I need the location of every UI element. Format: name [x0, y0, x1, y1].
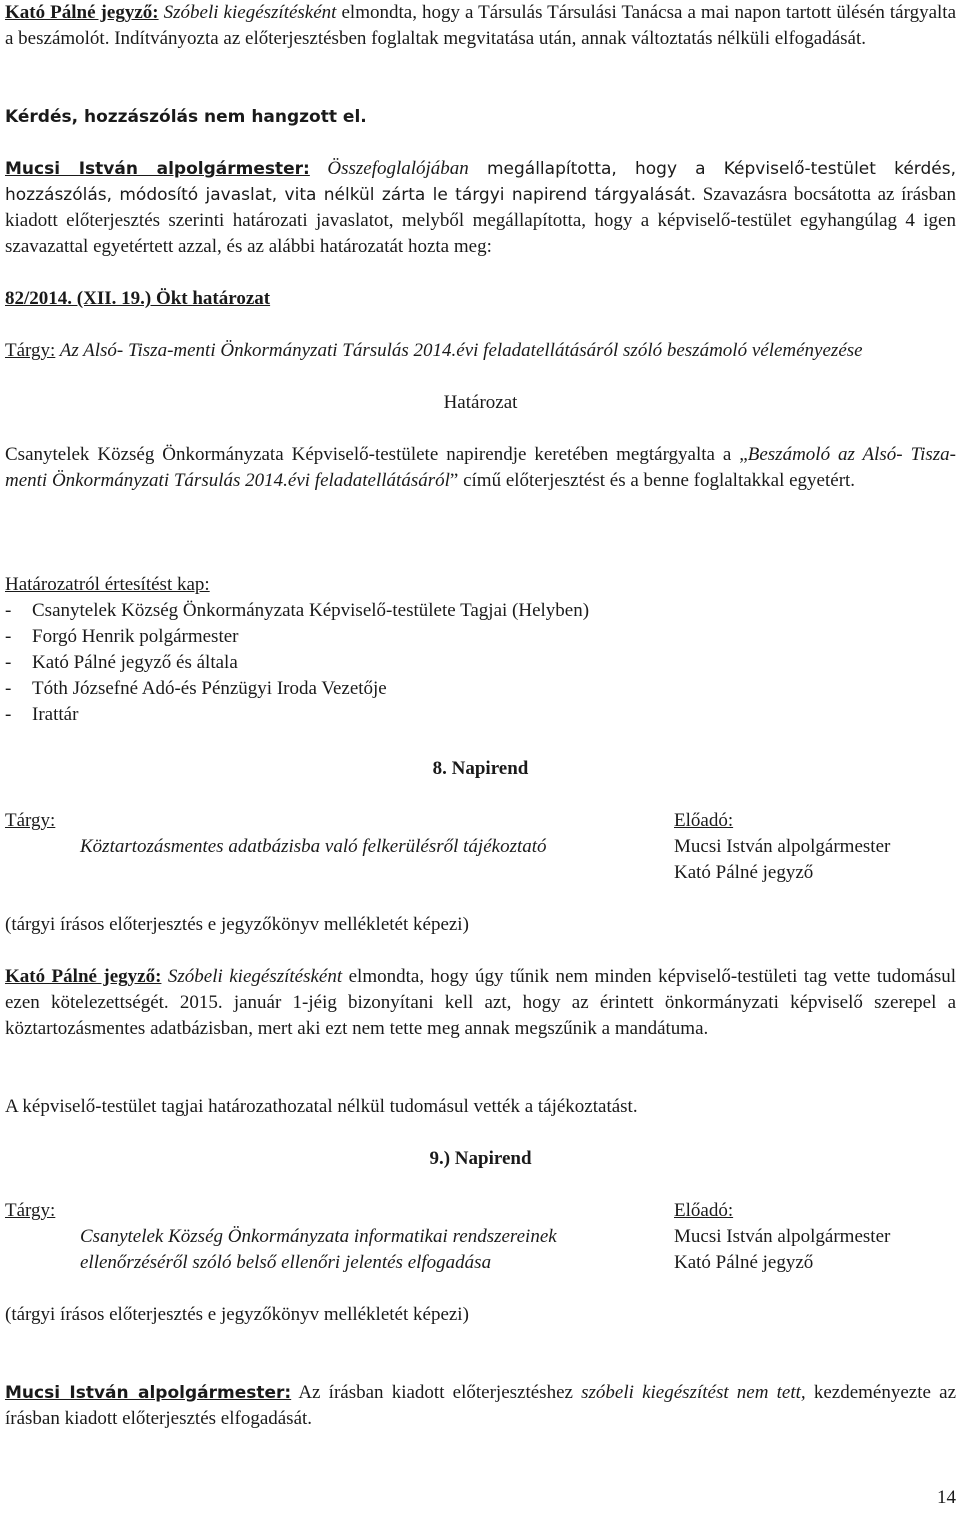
- agenda-9-header: [5, 1198, 956, 1278]
- italic-lead: Szóbeli kiegészítésként: [167, 966, 343, 987]
- paragraph-deputy-mayor-proposal: [5, 1380, 956, 1432]
- presenter-label: Előadó:: [674, 810, 734, 831]
- resolution-body: [5, 442, 956, 494]
- resolution-heading: [5, 390, 956, 416]
- agenda-9-heading-text: 9.) Napirend: [429, 1148, 532, 1169]
- acknowledgement-text: A képviselő-testület tagjai határozathozatal nélkül tudomásul vették a tájékoztatást.: [5, 1096, 638, 1117]
- speaker-label: Mucsi István alpolgármester:: [5, 1383, 292, 1403]
- attachment-note: (tárgyi írásos előterjesztés e jegyzőkönyv mellékletét képezi): [5, 914, 469, 935]
- agenda-8-header: [5, 808, 956, 888]
- agenda-9-heading: [5, 1146, 956, 1172]
- subject-label: Tárgy:: [5, 1200, 56, 1221]
- paragraph-clerk-statement: [5, 0, 956, 52]
- presenter-name: Kató Pálné jegyző: [674, 862, 814, 883]
- subject-text-line: ellenőrzéséről szóló belső ellenőri jelentés elfogadása: [80, 1252, 492, 1273]
- resolution-post: ” című előterjesztést és a benne foglaltakkal egyetért.: [449, 470, 856, 491]
- subject-label: Tárgy:: [5, 810, 56, 831]
- resolution-number: [5, 286, 956, 312]
- speaker-label: Kató Pálné jegyző:: [5, 966, 162, 987]
- paragraph-deputy-mayor-summary: [5, 156, 956, 260]
- list-item: - Irattár: [5, 702, 956, 728]
- attachment-note: (tárgyi írásos előterjesztés e jegyzőkönyv mellékletét képezi): [5, 1304, 469, 1325]
- notify-label: Határozatról értesítést kap:: [5, 574, 210, 595]
- presenter-name: Kató Pálné jegyző: [674, 1252, 814, 1273]
- subject-text-line: Csanytelek Község Önkormányzata informatikai rendszereinek: [80, 1226, 557, 1247]
- list-item: - Kató Pálné jegyző és általa: [5, 650, 956, 676]
- paragraph-text: elmondta, hogy a Társulás Társulási Tanácsa a mai napon tartott ülésén tárgyalta a beszámolót. Indítványozta az előterjesztésben foglaltak megvitatása után, annak változtatás nélküli elfogadását.: [5, 2, 957, 49]
- paragraph-text: elmondta, hogy úgy tűnik nem minden képviselő-testületi tag vette tudomásul ezen kötelezettségét. 2015. január 1-jéig bizonyítani kell azt, hogy az érintett önkormányzati képviselő szerepel a köztartozásmentes adatbázisban, mert aki ezt nem tette meg annak megszűnik a mandátuma.: [5, 966, 957, 1039]
- list-item: - Forgó Henrik polgármester: [5, 624, 956, 650]
- agenda-8-heading: [5, 756, 956, 782]
- no-comment-text: Kérdés, hozzászólás nem hangzott el.: [5, 107, 367, 127]
- presenter-name: Mucsi István alpolgármester: [674, 836, 891, 857]
- speaker-label: Mucsi István alpolgármester:: [5, 159, 310, 179]
- presenter-label: Előadó:: [674, 1200, 734, 1221]
- italic-lead: Szóbeli kiegészítésként: [163, 2, 337, 23]
- italic-text: szóbeli kiegészítést nem tett,: [581, 1382, 806, 1403]
- agenda-8-heading-text: 8. Napirend: [432, 758, 529, 779]
- presenter-name: Mucsi István alpolgármester: [674, 1226, 891, 1247]
- subject-text: Köztartozásmentes adatbázisba való felkerülésről tájékoztató: [80, 836, 547, 857]
- resolution-pre: Csanytelek Község Önkormányzata Képviselő-testülete napirendje keretében megtárgyalta a „: [5, 444, 748, 465]
- agenda-9-attachment: [5, 1302, 956, 1328]
- speaker-label: Kató Pálné jegyző:: [5, 2, 159, 23]
- notify-section: [5, 572, 956, 728]
- resolution-italic: Beszámoló az Alsó- Tisza-menti Önkormányzati Társulás 2014.évi feladatellátásáról: [5, 444, 956, 491]
- subject-label: Tárgy:: [5, 340, 56, 361]
- paragraph-clerk-statement-2: [5, 964, 956, 1042]
- paragraph-text-sans: megállapította, hogy a Képviselő-testület kérdés, hozzászólás, módosító javaslat, vita nélkül zárta le tárgyi napirend tárgyalását.: [5, 159, 956, 205]
- agenda-8-attachment: [5, 912, 956, 938]
- paragraph-text: kezdeményezte az írásban kiadott előterjesztés elfogadását.: [5, 1382, 956, 1429]
- notify-list: [5, 598, 956, 728]
- italic-lead: Összefoglalójában: [327, 158, 469, 179]
- list-item: - Csanytelek Község Önkormányzata Képviselő-testülete Tagjai (Helyben): [5, 598, 956, 624]
- resolution-heading-text: Határozat: [443, 392, 518, 413]
- paragraph-text: Az írásban kiadott előterjesztéshez: [291, 1382, 582, 1403]
- page-number: 14: [937, 1487, 956, 1508]
- paragraph-text: Szavazásra bocsátotta az írásban kiadott előterjesztés szerinti határozati javaslatot, melyből megállapította, hogy a képviselő-testület egyhangúlag 4 igen szavazattal egyetértett azzal, és az alábbi határozatát hozta meg:: [5, 184, 956, 257]
- list-item: - Tóth Józsefné Adó-és Pénzügyi Iroda Vezetője: [5, 676, 956, 702]
- no-comment-line: [5, 104, 956, 130]
- subject-text: Az Alsó- Tisza-menti Önkormányzati Társulás 2014.évi feladatellátásáról szóló beszámoló véleményezése: [55, 340, 863, 361]
- resolution-number-text: 82/2014. (XII. 19.) Ökt határozat: [5, 288, 271, 309]
- resolution-subject: [5, 338, 956, 364]
- acknowledgement-line: [5, 1094, 956, 1120]
